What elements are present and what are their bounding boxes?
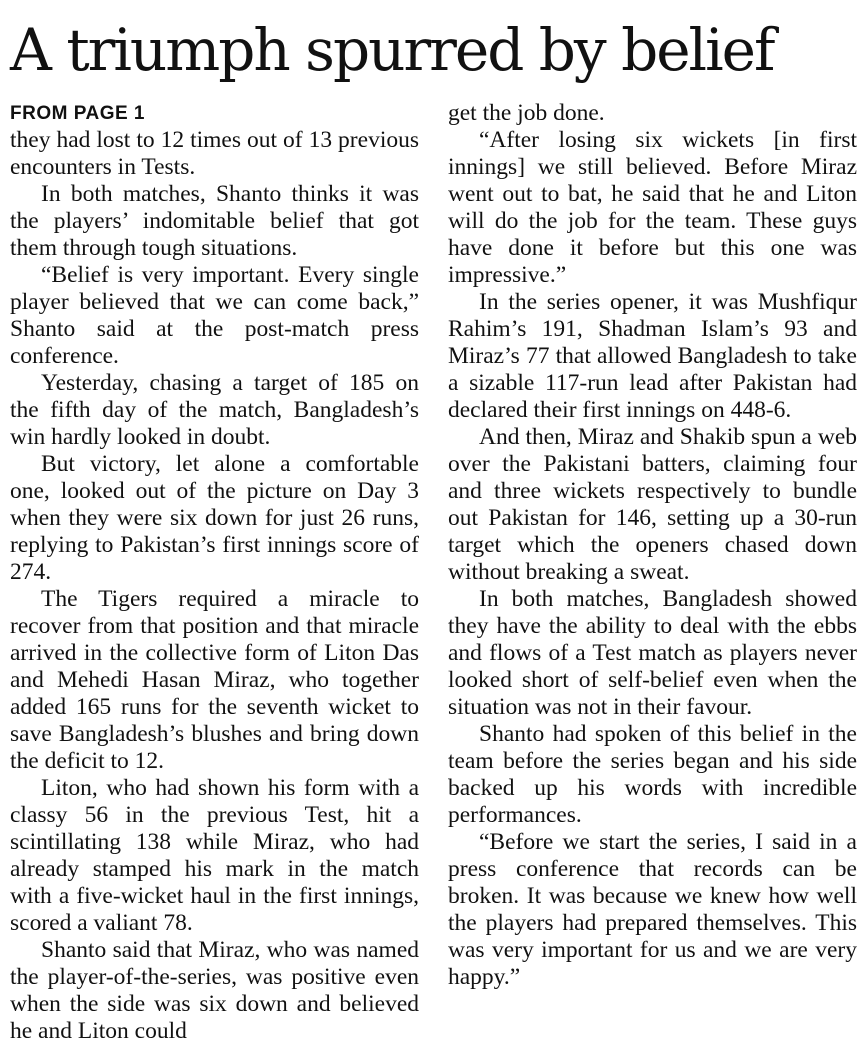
paragraph: But victory, let alone a comfortable one, looked out of the picture on Day 3 when they were six down for just 26 runs, replying to Pakistan’s first innings score of 274.: [10, 451, 419, 585]
continuation-kicker: FROM PAGE 1: [10, 103, 145, 124]
article-headline: A triumph spurred by belief: [10, 16, 774, 84]
paragraph: Yesterday, chasing a target of 185 on the fifth day of the match, Bangladesh’s win hardly looked in doubt.: [10, 370, 419, 450]
paragraph: Liton, who had shown his form with a classy 56 in the previous Test, hit a scintillating 138 while Miraz, who had already stamped his mark in the match with a five-wicket haul in the first innings, scored a valiant 78.: [10, 775, 419, 936]
article-column-right: [448, 100, 857, 991]
paragraph: In both matches, Shanto thinks it was the players’ indomitable belief that got them through tough situations.: [10, 181, 419, 261]
paragraph: And then, Miraz and Shakib spun a web over the Pakistani batters, claiming four and three wickets respectively to bundle out Pakistan for 146, setting up a 30-run target which the openers chased down without breaking a sweat.: [448, 424, 857, 585]
paragraph: “After losing six wickets [in first innings] we still believed. Before Miraz went out to bat, he said that he and Liton will do the job for the team. These guys have done it before but this one was impressive.”: [448, 127, 857, 288]
paragraph: In both matches, Bangladesh showed they have the ability to deal with the ebbs and flows of a Test match as players never looked short of self-belief even when the situation was not in their favour.: [448, 586, 857, 720]
paragraph: The Tigers required a miracle to recover from that position and that miracle arrived in the collective form of Liton Das and Mehedi Hasan Miraz, who together added 165 runs for the seventh wicket to save Bangladesh’s blushes and bring down the deficit to 12.: [10, 586, 419, 774]
paragraph: “Before we start the series, I said in a press conference that records can be broken. It was because we knew how well the players had prepared themselves. This was very important for us and we are very happy.”: [448, 829, 857, 990]
paragraph: get the job done.: [448, 100, 605, 126]
article-column-left: [10, 100, 419, 1045]
paragraph: Shanto had spoken of this belief in the team before the series began and his side backed up his words with incredible performances.: [448, 721, 857, 828]
paragraph: they had lost to 12 times out of 13 previous encounters in Tests.: [10, 127, 419, 180]
paragraph: Shanto said that Miraz, who was named the player-of-the-series, was positive even when the side was six down and believed he and Liton could: [10, 937, 419, 1044]
paragraph: In the series opener, it was Mushfiqur Rahim’s 191, Shadman Islam’s 93 and Miraz’s 77 that allowed Bangladesh to take a sizable 117-run lead after Pakistan had declared their first innings on 448-6.: [448, 289, 857, 423]
paragraph: “Belief is very important. Every single player believed that we can come back,” Shanto said at the post-match press conference.: [10, 262, 419, 369]
